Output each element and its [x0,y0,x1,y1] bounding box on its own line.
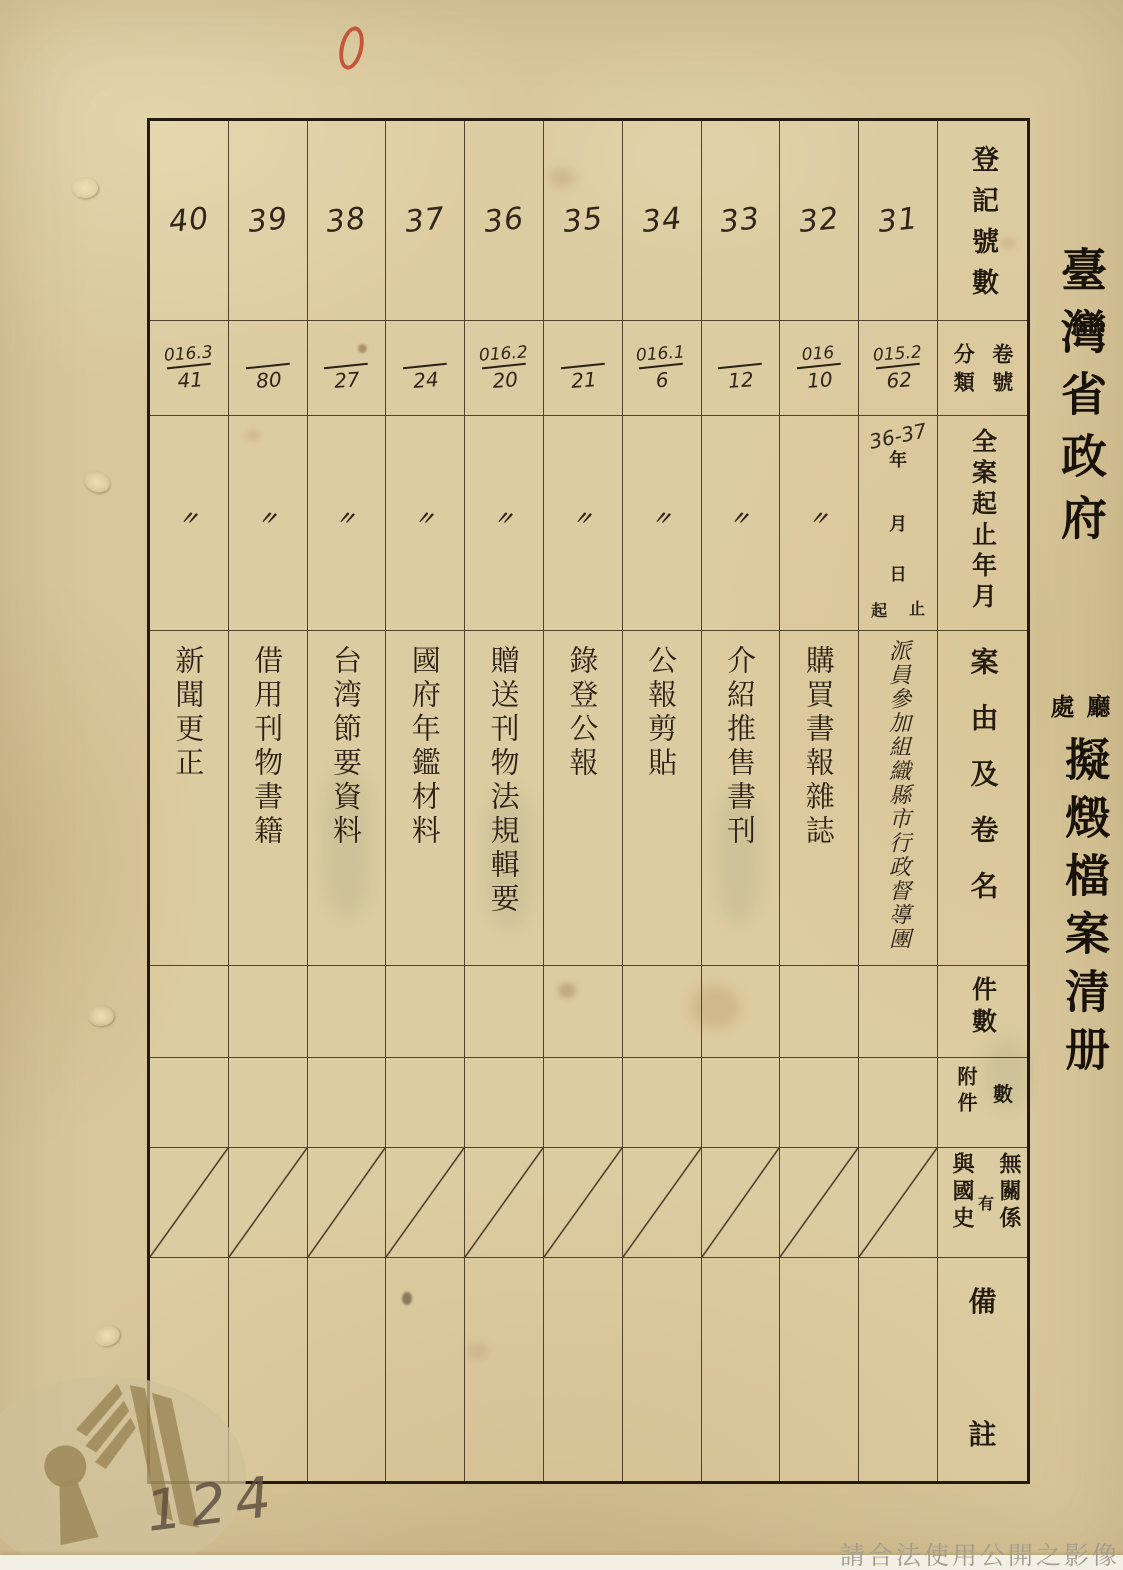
ditto-mark: 〃 [807,504,831,532]
registration-number-cell [702,121,780,321]
registration-number-cell [859,121,937,321]
registration-number-cell [150,121,228,321]
case-name: 台湾節要資料 [328,645,363,849]
remark-cell [465,1258,543,1481]
attachment-cell [780,1058,858,1148]
pencil-page-number: 124 [142,1464,284,1545]
case-name: 錄登公報 [565,645,600,781]
remark-cell [702,1258,780,1481]
history-relation-cell [229,1148,307,1258]
attachment-cell [623,1058,701,1148]
classification-cell [623,321,701,416]
remark-cell [780,1258,858,1481]
classification-cell [702,321,780,416]
history-relation-cell [859,1148,937,1258]
item-count-cell [229,966,307,1058]
remark-cell [859,1258,937,1481]
attachment-cell [229,1058,307,1148]
volume-number: 6 [655,367,670,393]
table-column-reg34 [622,121,701,1481]
registration-number: 35 [561,200,605,241]
ditto-mark: 〃 [334,504,359,532]
classification-number: 016.2 [478,342,529,366]
attachment-cell [308,1058,386,1148]
classification-cell [544,321,622,416]
registration-number: 33 [718,200,763,241]
case-name: 借用刊物書籍 [250,645,285,849]
history-relation-cell [544,1148,622,1258]
header-item-count-label: 件數 [968,976,998,1040]
header-history-mid: 有 [977,1194,994,1213]
table-header-column [937,121,1027,1481]
classification-cell [308,321,386,416]
item-count-cell [702,966,780,1058]
day-label: 日 [889,565,907,585]
volume-number: 80 [254,367,283,393]
header-history-right: 無關係 [995,1152,1022,1233]
ditto-mark: 〃 [649,504,674,532]
header-item-count [938,966,1027,1058]
table-column-reg31 [858,121,937,1481]
date-cell-with-range [859,416,937,631]
volume-number: 10 [806,367,834,393]
volume-number: 21 [570,367,598,393]
registration-number: 38 [324,200,369,241]
classification-cell [150,321,228,416]
classification-number [581,345,582,364]
case-name-cell [544,631,622,966]
case-name-cell [308,631,386,966]
classification-number [739,345,740,364]
classification-cell [229,321,307,416]
header-remark-top: 備 [968,1285,997,1318]
item-count-cell [623,966,701,1058]
volume-number: 24 [412,367,440,393]
ditto-mark: 〃 [255,504,280,532]
header-classification-label: 分類 [951,343,977,399]
registration-number-cell [465,121,543,321]
date-cell [465,416,543,631]
registration-number: 36 [482,200,526,241]
header-classification [938,321,1027,416]
header-attachment-num-label: 數 [992,1082,1013,1106]
classification-cell [859,321,937,416]
item-count-cell [544,966,622,1058]
header-date-range [938,416,1027,631]
volume-number: 62 [885,367,913,393]
date-cell [150,416,228,631]
registration-number-cell [780,121,858,321]
history-relation-cell [780,1148,858,1258]
header-attachment-label: 附件 [953,1066,978,1118]
attachment-cell [702,1058,780,1148]
history-relation-cell [308,1148,386,1258]
header-registration-label: 登記號數 [966,144,998,309]
ditto-mark: 〃 [492,504,516,532]
volume-number: 12 [727,367,755,393]
volume-number: 20 [491,367,519,393]
date-cell [386,416,464,631]
registration-number-cell [308,121,386,321]
header-history-left: 與國史 [948,1152,975,1233]
usage-watermark-text: 請合法使用公開之影像 [839,1541,1120,1570]
attachment-cell [150,1058,228,1148]
attachment-cell [465,1058,543,1148]
classification-number [424,345,425,364]
case-name: 新聞更正 [171,645,206,781]
date-cell [308,416,386,631]
case-name-cell [465,631,543,966]
classification-number: 016.1 [635,342,686,366]
document-title-organization: 臺灣省政府 [1054,246,1108,556]
table-column-reg37 [385,121,464,1481]
history-relation-cell [465,1148,543,1258]
classification-number: 016 [801,342,836,366]
registration-number-cell [229,121,307,321]
case-name: 公報剪貼 [644,645,679,781]
table-column-reg32 [779,121,858,1481]
history-relation-cell [150,1148,228,1258]
table-column-reg33 [701,121,780,1481]
date-cell [623,416,701,631]
remark-cell [308,1258,386,1481]
ditto-mark: 〃 [176,504,201,532]
item-count-cell [465,966,543,1058]
registration-number: 40 [167,200,211,241]
registration-number: 31 [876,200,920,241]
archive-list-table [147,118,1030,1484]
header-remark-bottom: 註 [968,1418,997,1451]
header-case-name-label: 案由及卷名 [966,647,1000,927]
table-column-reg39 [228,121,307,1481]
table-column-reg36 [464,121,543,1481]
volume-number: 41 [176,367,204,393]
header-attachment [938,1058,1027,1148]
table-column-reg40 [150,121,228,1481]
ditto-mark: 〃 [570,504,595,532]
registration-number-cell [623,121,701,321]
from-label: 起 [871,601,888,620]
case-name: 國府年鑑材料 [407,645,442,849]
classification-cell [465,321,543,416]
year-label: 年 [889,450,908,471]
case-name: 介紹推售書刊 [722,645,757,849]
registration-number: 34 [639,200,684,241]
attachment-cell [859,1058,937,1148]
date-cell [702,416,780,631]
item-count-cell [780,966,858,1058]
classification-cell [386,321,464,416]
case-name-cell [229,631,307,966]
registration-number-cell [386,121,464,321]
attachment-cell [544,1058,622,1148]
case-name-cell [780,631,858,966]
classification-number: 015.2 [872,342,923,366]
document-title-register: 擬燬檔案清册 [1057,736,1110,1084]
registration-number: 32 [797,200,842,241]
case-name: 派員參加組織縣市行政督導團 [885,639,911,951]
date-cell [544,416,622,631]
header-volume-label: 卷號 [989,343,1015,399]
header-history-relation [938,1148,1027,1258]
ditto-mark: 〃 [728,504,752,532]
item-count-cell [150,966,228,1058]
registration-number: 39 [245,200,290,241]
classification-number: 016.3 [162,342,213,366]
history-relation-cell [702,1148,780,1258]
classification-number [345,345,346,364]
history-relation-cell [623,1148,701,1258]
remark-cell [623,1258,701,1481]
item-count-cell [386,966,464,1058]
month-label: 月 [889,514,908,535]
remark-cell [386,1258,464,1481]
history-relation-cell [386,1148,464,1258]
case-name-cell [702,631,780,966]
case-name-cell [386,631,464,966]
volume-number: 27 [333,367,361,393]
header-case-name [938,631,1027,966]
classification-cell [780,321,858,416]
header-remarks [938,1258,1027,1481]
case-name-cell [623,631,701,966]
year-range-value: 36-37 [867,418,929,454]
case-name: 購買書報雜誌 [801,645,836,849]
header-date-range-label: 全案起止年月 [968,428,998,614]
item-count-cell [308,966,386,1058]
table-column-reg35 [543,121,622,1481]
date-cell [780,416,858,631]
ditto-mark: 〃 [413,504,437,532]
classification-number [266,345,267,364]
registration-number: 37 [403,200,448,241]
case-name-cell [150,631,228,966]
remark-cell [544,1258,622,1481]
table-column-reg38 [307,121,386,1481]
case-name-cell [859,631,937,966]
to-label: 止 [908,599,925,618]
date-cell [229,416,307,631]
header-registration [938,121,1027,321]
document-title-office-suffix: 廳處 [1046,694,1111,718]
registration-number-cell [544,121,622,321]
item-count-cell [859,966,937,1058]
attachment-cell [386,1058,464,1148]
case-name: 贈送刊物法規輯要 [486,645,521,917]
